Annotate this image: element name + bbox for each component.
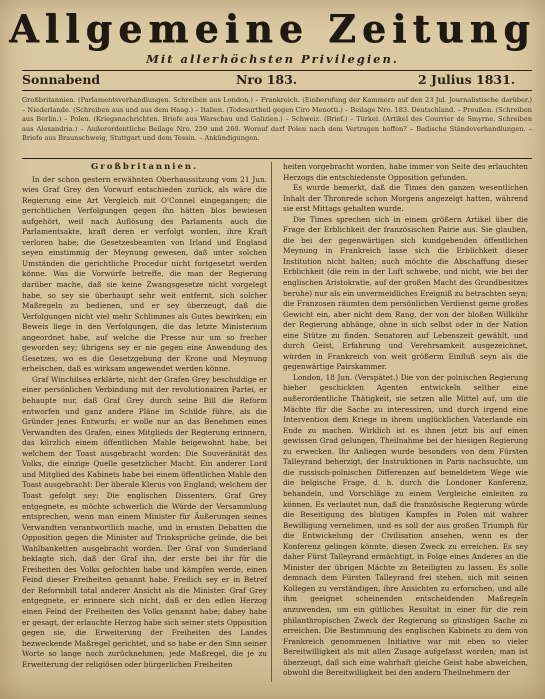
- dateline-number: Nro 183.: [236, 72, 298, 87]
- article-paragraph: Die Times sprechen sich in einem größern Artikel über die Frage der Erblichkeit der französischen Pairie aus. Sie glauben, die bei der gegenwärtigen sich kundgebenden öffentlichen Meynung in Frankreich lasse sich die Erblichkeit dieser Institution nicht halten; auch möchte die Abschaffung dieser Erblichkeit (die rein in der Luft schwebe, und nicht, wie bei der englischen Aristokratie, auf der großen Macht des Grundbesitzes beruhe) nur als ein unvermeidliches Ereigniß zu betrachten seyn; die Franzosen räumten dem persönlichen Verdienst gerne großes Gewicht ein, aber nicht dem Rang, der von der bloßen Willkühr der Regierung abhänge, ohne in sich selbst oder in der Nation eine Stütze zu finden. Senatoren auf Lebenszeit gewählt, und durch Geist, Erfahrung und Verehrsamkeit ausgezeichnet, würden in Frankreich von weit größerm Einfluß seyn als die gegenwärtige Pairskammer.: [283, 214, 528, 372]
- masthead-rule-bottom: [22, 90, 532, 91]
- article-paragraph: heiten vorgebracht worden, habe immer von Seite des erlauchten Herzogs die entschiedenste Opposition gefunden.: [283, 162, 528, 182]
- table-of-contents: Großbritannien. (Parlamentsverhandlungen. Schreiben aus London.) – Frankreich. (Einberufung der Kammern auf den 23 Jul. Journalistische darüber.) – Niederlande. (Schreiben aus und aus dem Haag.) – Italien. (Todesurtheil gegen Ciro Menotti.) – Beilage Nro. 183. Deutschland. – Preußen. (Schreiben aus Berlin.) – Polen. (Kriegsnachrichten. Briefe aus Warschau und Galizien.) – Schweiz. (Brief.) – Türkei. (Artikel des Courrier de Smyrne. Schreiben aus Alexandria.) – Außerordentliche Beilage Nro. 259 und 260. Worauf darf Polen nach dem Vertragen hoffen? – Badische Ständeverhandlungen. – Briefe aus Braunschweig, Stuttgart und dem Tessin. – Ankündigungen.: [22, 96, 532, 143]
- column-divider: [271, 162, 272, 682]
- left-column: [22, 162, 267, 670]
- masthead-rule-top: [22, 70, 532, 71]
- article-paragraph: In der schon gestern erwähnten Oberhaussitzung vom 21 Jun. wies Graf Grey den Vorwurf entschieden zurück, als wäre die Regierung eine Art Vergleich mit O'Connel eingegangen; die gerichtlichen Verfolgungen gegen ihn hätten blos bewiesen aufgehört, weil nach Auflösung des Parlaments auch die Parlamentsakte, kraft deren er verfolgt worden, ihre Kraft verloren habe; die Gesetzesbeamten von Irland und England seyen einstimmig der Meynung gewesen, daß unter solchen Umständen die gerichtliche Procedur nicht fortgesetzt werden könne. Was die Vorwürfe betreffe, die man der Regierung darüber mache, daß sie keine Zwangsgesetze nicht vorgelegt habe, so sey sie überhaupt sehr weit entfernt, sich solcher Maßregeln zu bedienen, und er sey überzeugt, daß die Verfolgungen nicht viel mehr Schlimmes als Gutes bewirken; ein Beweis liege in den Verfolgungen, die das letzte Ministerium angeordnet habe, auf welche die Presse nur um so frecher geworden sey; übrigens sey er nie gegen eine Anwendung des Gesetzes, wo es die Gesetzgebung der Krone und Meynung erheischen, daß es wirksam angewendet werden könne.: [22, 174, 267, 374]
- article-paragraph: Es wurde bemerkt, daß die Times den ganzen wesentlichen Inhalt der Thronrede schon Morgens angezeigt hatten, während sie erst Mittags gehalten wurde.: [283, 183, 528, 214]
- right-column: [283, 162, 528, 679]
- dateline-weekday: Sonnabend: [22, 72, 101, 87]
- masthead-title: Allgemeine Zeitung: [9, 6, 536, 51]
- masthead-subtitle: Mit allerhöchsten Privilegien.: [146, 52, 399, 66]
- dateline-date: 2 Julius 1831.: [418, 72, 516, 87]
- toc-rule: [22, 158, 532, 159]
- section-heading: Großbritannien.: [90, 162, 199, 172]
- article-paragraph: London, 18 Jun. (Verspätet.) Die von der polnischen Regierung hieher geschickten Agenten entwickeln selther eine außerordentliche Thätigkeit, sie setzen alle Mittel auf, um die Mächte für die Sache zu interessiren, und durch irgend eine Intervention dem Kriege in ihrem unglücklichen Vaterlande ein Ende zu machen. Wirklich ist es ihnen jetzt bis auf einen gewissen Grad gelungen, Theilnahme bei der hiesigen Regierung zu erwecken. Ihr Anliegen wurde besonders von dem Fürsten Talleyrand beherzigt, der Instruktionen in Paris nachsuchte, um die russisch-polnischen Differenzen auf bemeldetem Wege wie die belgische Frage, d. h. durch die Londoner Konferenz, behandeln, und Vorschläge zu einem Vergleiche einleiten zu können. Es verlautet nun, daß die französische Regierung würde die Beseitigung des blutigen Kampfes in Polen mit wahrer Bewilligung vernehmen, und es soll der aus großen Triumph für die Entwickelung der Civilisation ansehen, wenn es der Konferenz gelingen könnte, diesen Zweck zu erreichen. Es sey daher Fürst Talleyrand ermächtigt, in Folge eines Anderes an die Minister der übrigen Mächte zu Beteiligten zu lassen. Es solle demnach dem Fürsten Talleyrand frei stehen, sich mit seinen Kollegen zu verständigen, ihre Ansichten zu erforschen, und alle ihm geeignet scheinenden entscheidenden Maßregeln anzuwenden, um ein gütliches Resultat in einer für die rein philanthropischen Zweck der Regierung so günstigen Sache zu erreichen. Die Bestimmung des englischen Kabinets zu dem von Frankreich genommenen Initiative war mit eben so vieler Bereitwilligkeit als mit allen Zusage aufgefasst worden; man ist überzeugt, daß sich eine wahrhaft gleiche Geist habe abweichen, obwohl die Bereitwilligkeit bei den andern Theilnehmern der: [283, 372, 528, 678]
- article-paragraph: Graf Winchilsea erklärte, nicht der Grafen Grey beschuldige er einer persönlichen Verbindung mit der revolutionairen Partei, er behaupte nur, daß Graf Grey durch seine Bill die Reform entworfen und ganz andere Pläne im Schilde führe, als die Gründer jenes Entwurfs; er wolle nur an das Benehmen eines Verwandten des Grafen, eines Mitglieds der Regierung erinnern, das kürzlich einem öffentlichen Mahle beigewohnt habe, bei welchem der Toast ausgebracht worden: Die Souveränität des Volks, die einzige Quelle gesetzlicher Macht. Ein anderer Lord und Mitglied des Kabinets habe bei einem öffentlichen Mahle den Toast ausgebracht: Der liberale Klerus von England; welchem der Toast gefolgt sey: Die englischen Dissenters. Graf Grey entgegnete, es möchte schwerlich die Würde der Versammlung entsprechen, wenn man einem Minister für Äußerungen seines Verwandten verantwortlich mache, und in ernsten Debatten die Opposition gegen die Minister auf Trinksprüche gründe, die bei Wahlbanketten ausgebracht worden. Der Graf von Sunderland beklagte sich, daß der Graf ihn, der erste bei ihr für die Freiheiten des Volks gefochten habe und kämpfen werde, einen Feind dieser Freiheiten genannt habe. Freilich sey er in Betref der Reformbill total anderer Ansicht als die Minister. Graf Grey entgegnete, er erinnere sich nicht, daß er den edlen Herzog einen Feind der Freiheiten des Volks genannt habe; dabey habe er gesagt, der erlauchte Herzog habe sich seiner stets Opposition gegen sie, die Erweiterung der Freiheiten des Landes bezweckende Maßregel gerichtet, und so habe er den Sinn seiner Worte so lange noch zurücknehmen; jede Maßregel, die je zu Erweiterung der religiösen oder bürgerlichen Freiheiten: [22, 374, 267, 669]
